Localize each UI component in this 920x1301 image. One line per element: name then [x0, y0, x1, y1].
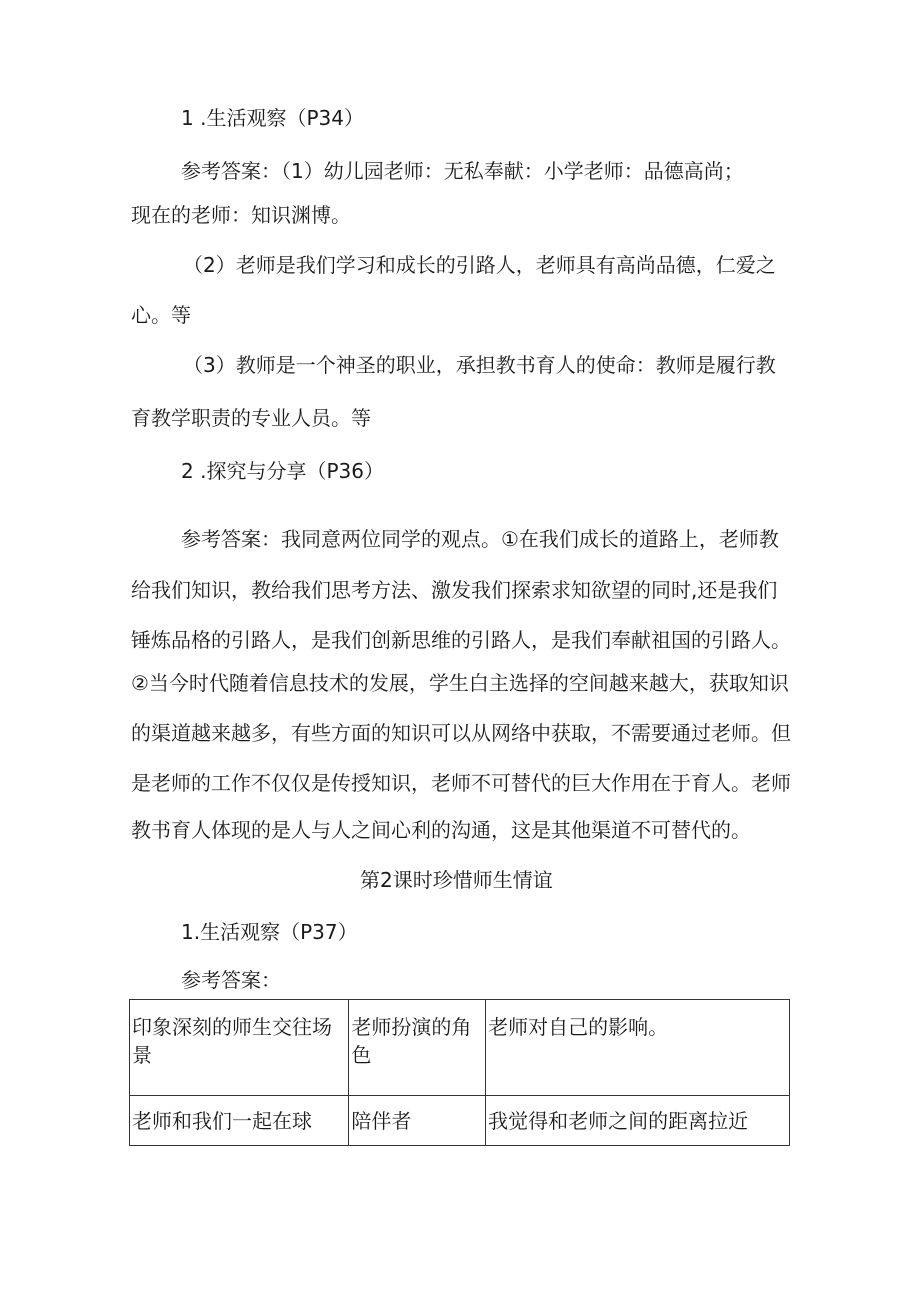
table-cell-influence: 我觉得和老师之间的距离拉近: [486, 1096, 790, 1146]
section-heading-2: 2 .探究与分享（P36）: [181, 459, 384, 483]
table-header-row: [130, 1000, 790, 1096]
answer-paragraph-2-line-2: 心。等: [131, 303, 191, 327]
answer-paragraph-4-line-7: 教书育人体现的是人与人之间心利的沟通，这是其他渠道不可替代的。: [131, 818, 751, 842]
answer-paragraph-1-line-1: 参考答案：（1）幼儿园老师：无私奉献：小学老师：品德高尚；: [181, 159, 744, 183]
table-header-cell-influence: 老师对自己的影响。: [486, 1000, 790, 1096]
section-heading-3: 1.生活观察（P37）: [181, 920, 358, 944]
answer-paragraph-3-line-2: 育教学职责的专业人员。等: [131, 406, 371, 430]
answer-paragraph-4-line-2: 给我们知识，教给我们思考方法、激发我们探索求知欲望的同时,还是我们: [131, 578, 778, 602]
answer-paragraph-4-line-3: 锤炼品格的引路人，是我们创新思维的引路人，是我们奉献祖国的引路人。: [131, 628, 791, 652]
answer-paragraph-3-line-1: （3）教师是一个神圣的职业，承担教书育人的使命：教师是履行教: [183, 353, 776, 377]
answer-label: 参考答案：: [181, 968, 281, 992]
answer-paragraph-4-line-4: ②当今时代随着信息技术的发展，学生白主选择的空间越来越大，获取知识: [131, 671, 789, 695]
table-cell-role: 陪伴者: [349, 1096, 486, 1146]
table-header-cell-role: 老师扮演的角色: [349, 1000, 486, 1096]
section-heading-1: 1 .生活观察（P34）: [181, 106, 364, 130]
answer-paragraph-4-line-6: 是老师的工作不仅仅是传授知识，老师不可替代的巨大作用在于育人。老师: [131, 771, 791, 795]
table-row: [130, 1096, 790, 1146]
table-header-cell-scene: 印象深刻的师生交往场景: [130, 1000, 349, 1096]
table-cell-scene: 老师和我们一起在球: [130, 1096, 349, 1146]
answer-paragraph-4-line-5: 的渠道越来越多，有些方面的知识可以从网络中获取，不需要通过老师。但: [131, 721, 791, 745]
answer-table: [129, 999, 790, 1146]
answer-paragraph-2-line-1: （2）老师是我们学习和成长的引路人，老师具有高尚品德，仁爱之: [183, 253, 776, 277]
answer-paragraph-4-line-1: 参考答案：我同意两位同学的观点。①在我们成长的道路上，老师教: [181, 527, 779, 551]
lesson-title: 第2课时珍惜师生情谊: [360, 868, 553, 892]
answer-paragraph-1-line-2: 现在的老师：知识渊博。: [131, 203, 351, 227]
